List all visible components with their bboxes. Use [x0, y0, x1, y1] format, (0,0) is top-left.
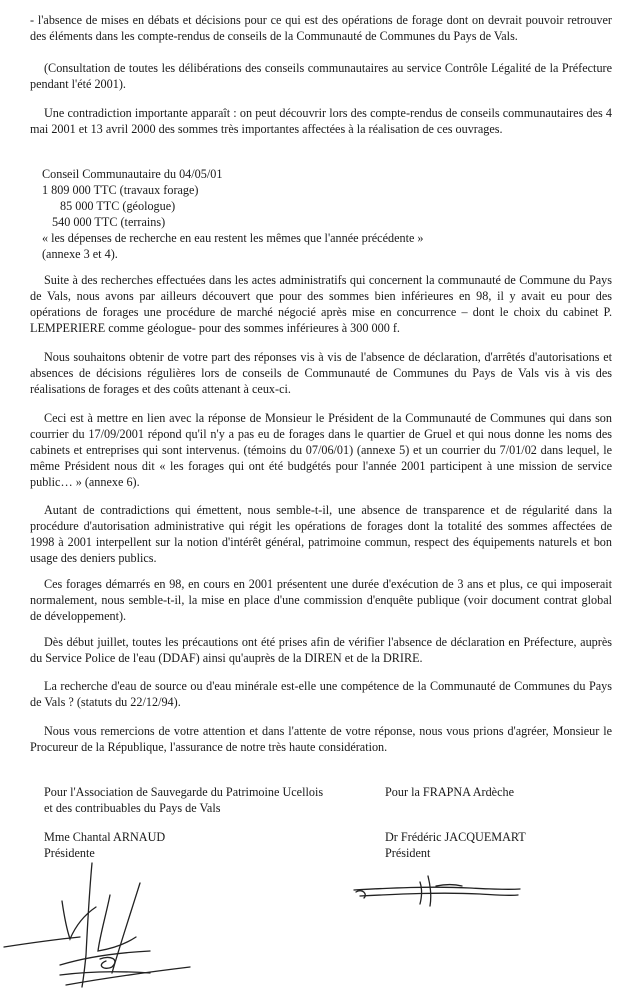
- paragraph-precautions: Dès début juillet, toutes les précautions ont été prises afin de vérifier l'absence de déclaration en Préfecture, auprès du Service Police de l'eau (DDAF) ainsi qu'auprès de la DIREN et de la DRIRE.: [30, 635, 612, 665]
- paragraph-transparence: Autant de contradictions qui émettent, nous semble-t-il, une absence de transparence et de régularité dans la procédure d'autorisation administrative qui régit les opérations de forages dont la totalité des sommes affectées de 1998 à 2001 interpellent sur la notion d'intérêt général, patrimoine commun, respect des équipements naturels et bon usage des deniers publics.: [30, 503, 612, 565]
- conseil-terrains: 540 000 TTC (terrains): [52, 215, 166, 229]
- conseil-travaux: 1 809 000 TTC (travaux forage): [42, 183, 199, 197]
- paragraph-recherches: Suite à des recherches effectuées dans les actes administratifs qui concernent la communauté de Commune du Pays de Vals, nous avons par ailleurs découvert que pour des sommes bien inférieures en 98, il y avait eu pour des opérations de forages une procédure de marché négocié après mise en concurrence – dont le choix du cabinet P. LEMPERIERE comme géologue- pour des sommes inférieures à 300 000 f.: [30, 273, 612, 335]
- paragraph-competence: La recherche d'eau de source ou d'eau minérale est-elle une compétence de la Communauté de Communes du Pays de Vals ? (statuts du 22/12/94).: [30, 679, 612, 709]
- paragraph-president: Ceci est à mettre en lien avec la réponse de Monsieur le Président de la Communauté de Communes qui dans son courrier du 17/09/2001 répond qu'il n'y a pas eu de forages dans le quartier de Gruel et qui nous donne les noms des cabinets et entreprises qui sont intervenus. (témoins du 07/06/01) (annexe 5) et un courrier du 7/01/02 dans lequel, le même Président nous dit « les forages qui ont été budgétés pour l'année 2001 participent à une mission de service public… » (annexe 6).: [30, 411, 612, 489]
- handwritten-signature-right: [350, 872, 530, 912]
- signature-right-name: Dr Frédéric JACQUEMART: [385, 830, 526, 844]
- paragraph-remerciements: Nous vous remercions de votre attention et dans l'attente de votre réponse, nous vous prions d'agréer, Monsieur le Procureur de la République, l'assurance de notre très haute considération.: [30, 724, 612, 754]
- paragraph-reponses: Nous souhaitons obtenir de votre part des réponses vis à vis de l'absence de déclaration, d'arrêtés d'autorisations et absences de décisions régulières lors de conseils de Communauté de Communes du Pays de Vals vis à vis des réalisations de forages et des coûts attenant à ceux-ci.: [30, 350, 612, 396]
- handwritten-signature-left: [0, 855, 200, 1000]
- signature-right-org: Pour la FRAPNA Ardèche: [385, 785, 514, 799]
- conseil-annex: (annexe 3 et 4).: [42, 247, 118, 261]
- paragraph-absence-debats: - l'absence de mises en débats et décisions pour ce qui est des opérations de forage dont on devrait pouvoir retrouver des éléments dans les compte-rendus de conseils de la Communauté de Communes du Pays de Vals.: [30, 13, 612, 43]
- conseil-heading: Conseil Communautaire du 04/05/01: [42, 167, 223, 181]
- paragraph-contradiction: Une contradiction importante apparaît : on peut découvrir lors des compte-rendus de conseils communautaires des 4 mai 2001 et 13 avril 2000 des sommes très importantes affectées à la réalisation de ces ouvrages.: [30, 106, 612, 136]
- signature-left-org: Pour l'Association de Sauvegarde du Patrimoine Ucellois et des contribuables du Pays de Vals: [44, 785, 324, 815]
- signature-right-title: Président: [385, 846, 431, 860]
- paragraph-consultation: (Consultation de toutes les délibérations des conseils communautaires au service Contrôle Légalité de la Préfecture pendant l'été 2001).: [30, 61, 612, 91]
- conseil-geologue: 85 000 TTC (géologue): [60, 199, 176, 213]
- paragraph-duree: Ces forages démarrés en 98, en cours en 2001 présentent une durée d'exécution de 3 ans et plus, ce qui imposerait normalement, nous semble-t-il, la mise en place d'une commission d'enquête publique (voir document contrat global de développement).: [30, 577, 612, 623]
- signature-right-name-block: [385, 829, 526, 861]
- signature-left-name: Mme Chantal ARNAUD: [44, 830, 166, 844]
- conseil-quote: « les dépenses de recherche en eau restent les mêmes que l'année précédente »: [42, 231, 424, 245]
- signature-left-title: Présidente: [44, 846, 95, 860]
- conseil-block: [42, 166, 424, 262]
